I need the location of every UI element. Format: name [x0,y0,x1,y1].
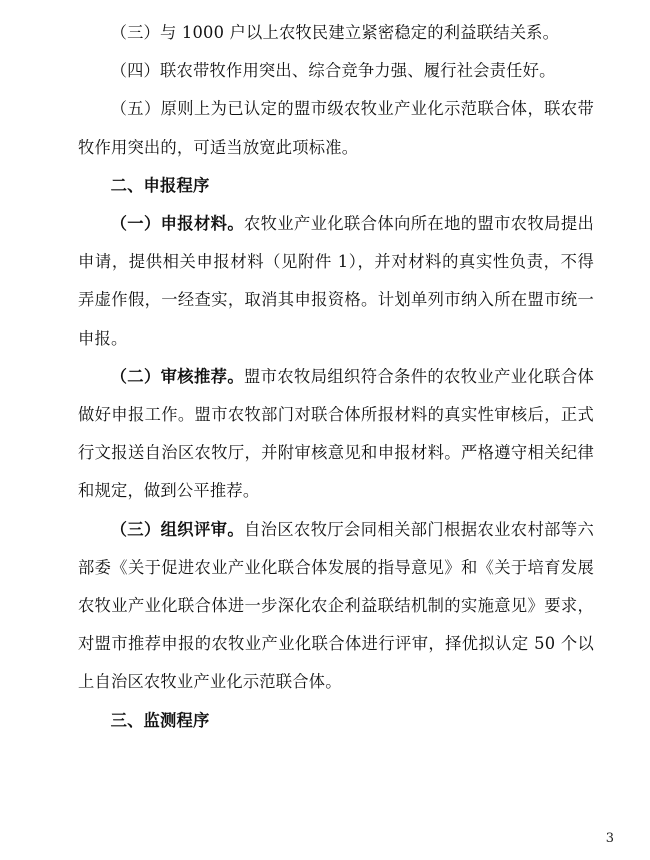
paragraph-application-materials [78,205,594,358]
heading-section-two: 二、申报程序 [110,175,210,195]
paragraph-organize-evaluation [78,511,594,702]
paragraph-review-and-recommend [78,358,594,511]
paragraph-text-organize-evaluation: 自治区农牧厅会同相关部门根据农业农村部等六部委《关于促进农业产业化联合体发展的指导意见》和《关于培育发展农牧业产业化联合体进一步深化农企利益联结机制的实施意见》要求，对盟市推荐申报的农牧业产业化联合体进行评审，择优拟认定 50 个以上自治区农牧业产业化示范联合体。 [78,519,594,692]
paragraph-item-five: （五）原则上为已认定的盟市级农牧业产业化示范联合体，联农带牧作用突出的，可适当放宽此项标准。 [78,99,594,157]
paragraph-lead-organize-evaluation: （三）组织评审。 [110,519,244,539]
document-body [78,14,594,740]
paragraph-lead-review-and-recommend: （二）审核推荐。 [110,366,244,386]
paragraph-text-application-materials: 农牧业产业化联合体向所在地的盟市农牧局提出申请，提供相关申报材料（见附件 1），并对材料的真实性负责，不得弄虚作假，一经查实，取消其申报资格。计划单列市纳入所在盟市统一申报。 [78,214,594,348]
heading-section-three: 三、监测程序 [110,710,210,730]
paragraph-lead-application-materials: （一）申报材料。 [110,214,244,234]
page-number: 3 [605,831,614,846]
paragraph-item-three: （三）与 1000 户以上农牧民建立紧密稳定的利益联结关系。 [110,23,560,42]
paragraph-text-review-and-recommend: 盟市农牧局组织符合条件的农牧业产业化联合体做好申报工作。盟市农牧部门对联合体所报材料的真实性审核后，正式行文报送自治区农牧厅，并附审核意见和申报材料。严格遵守相关纪律和规定，做到公平推荐。 [78,366,594,501]
paragraph-item-four: （四）联农带牧作用突出、综合竞争力强、履行社会责任好。 [110,61,556,81]
